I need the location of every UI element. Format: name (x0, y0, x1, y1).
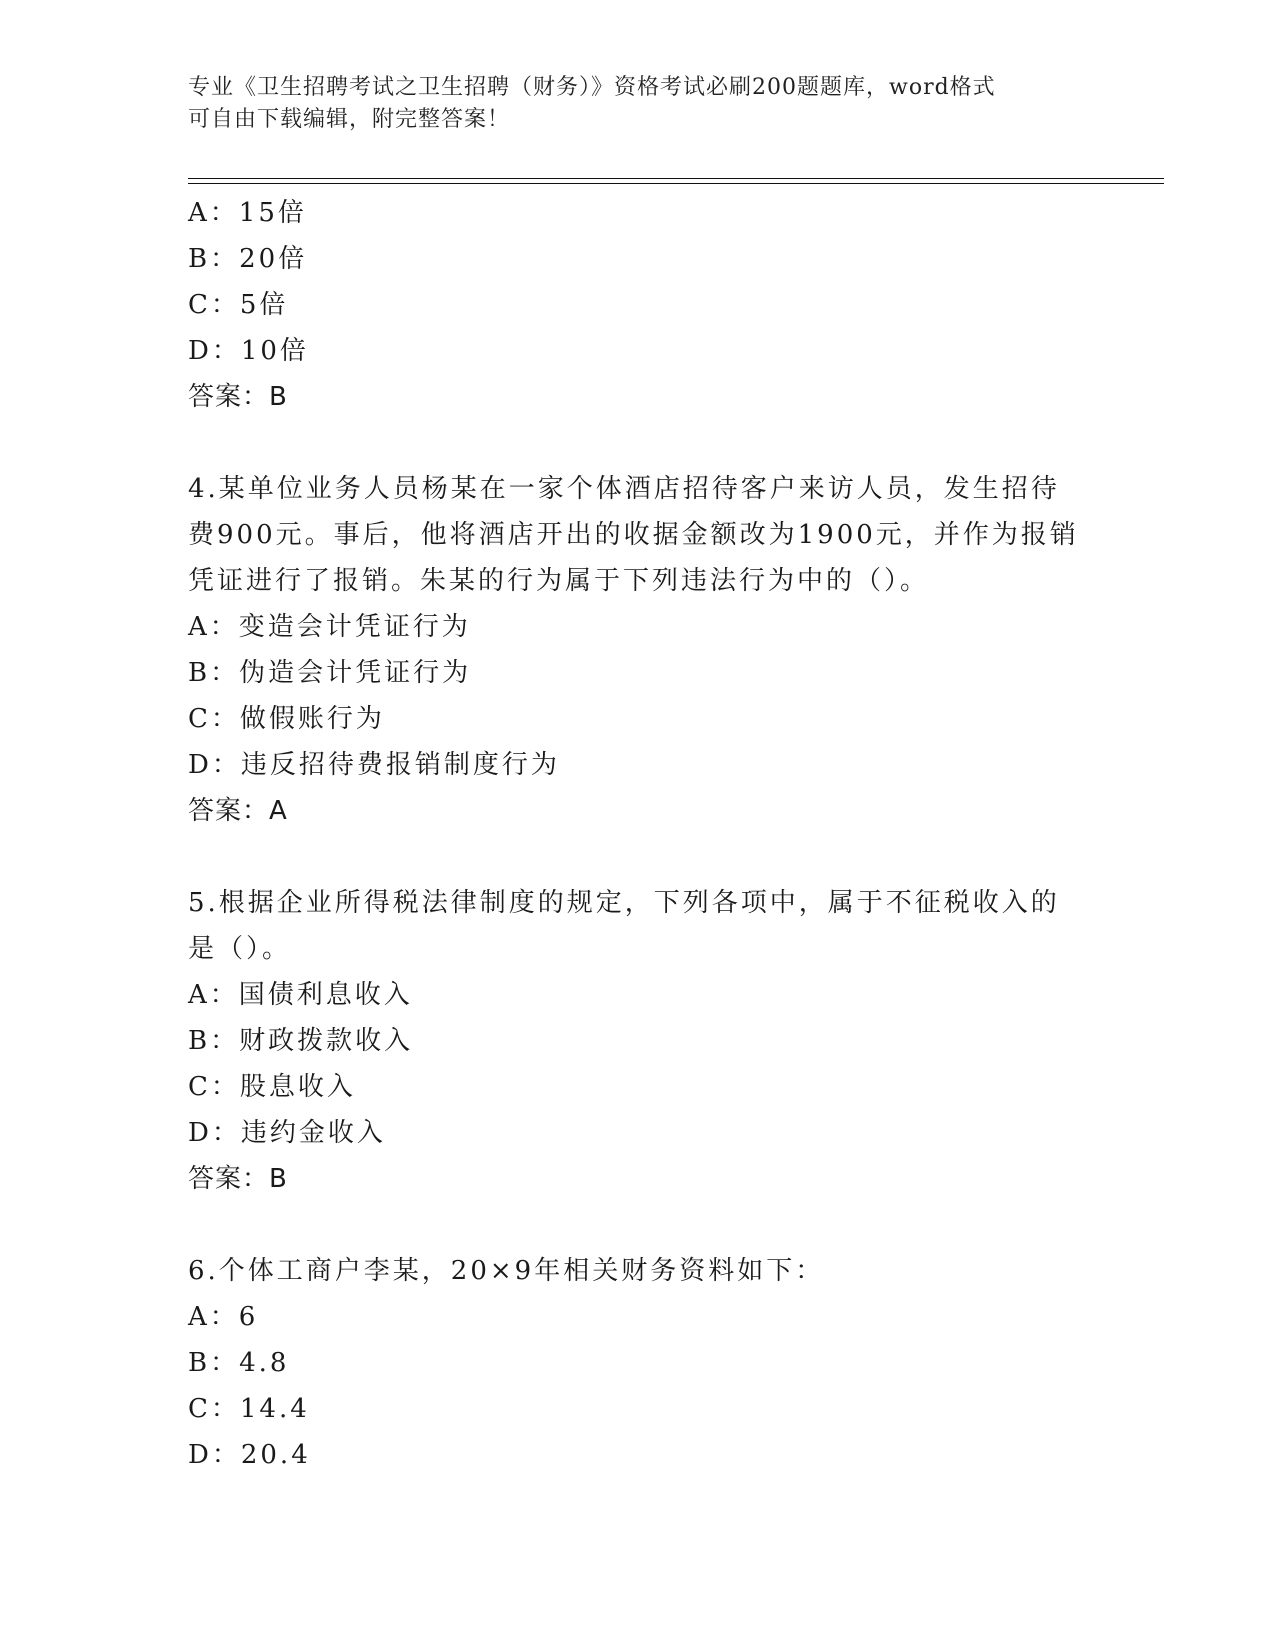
option-c: C：做假账行为 (188, 704, 385, 734)
document-header (188, 72, 1088, 136)
spacer (188, 834, 1088, 880)
question-stem-line: 是（）。 (188, 934, 292, 964)
question-6 (188, 1248, 1088, 1478)
option-c: C：14.4 (188, 1394, 310, 1424)
answer-line: 答案：A (188, 796, 288, 826)
option-d: D：10倍 (188, 336, 309, 366)
question-stem-line: 5.根据企业所得税法律制度的规定，下列各项中，属于不征税收入的 (188, 888, 1060, 918)
answer-line: 答案：B (188, 382, 288, 412)
spacer (188, 1202, 1088, 1248)
option-a: A：6 (188, 1302, 259, 1332)
option-d: D：20.4 (188, 1440, 311, 1470)
option-a: A：国债利息收入 (188, 980, 413, 1010)
header-line-2: 可自由下载编辑，附完整答案！ (188, 107, 511, 132)
header-divider-top (188, 178, 1164, 179)
question-5 (188, 880, 1088, 1202)
question-3 (188, 190, 1088, 420)
option-c: C：5倍 (188, 290, 289, 320)
option-c: C：股息收入 (188, 1072, 356, 1102)
question-stem-line: 凭证进行了报销。朱某的行为属于下列违法行为中的（）。 (188, 566, 930, 596)
question-content (188, 190, 1088, 1478)
option-b: B：伪造会计凭证行为 (188, 658, 472, 688)
option-d: D：违约金收入 (188, 1118, 386, 1148)
spacer (188, 420, 1088, 466)
question-stem-line: 费900元。事后，他将酒店开出的收据金额改为1900元，并作为报销 (188, 520, 1079, 550)
question-4 (188, 466, 1088, 834)
option-b: B：20倍 (188, 244, 308, 274)
option-a: A：变造会计凭证行为 (188, 612, 471, 642)
header-line-1: 专业《卫生招聘考试之卫生招聘（财务）》资格考试必刷200题题库，word格式 (188, 75, 996, 100)
header-divider-bottom (188, 183, 1164, 184)
option-a: A：15倍 (188, 198, 307, 228)
option-d: D：违反招待费报销制度行为 (188, 750, 560, 780)
question-stem-line: 6.个体工商户李某，20×9年相关财务资料如下： (188, 1256, 825, 1286)
option-b: B：4.8 (188, 1348, 290, 1378)
answer-line: 答案：B (188, 1164, 288, 1194)
question-stem-line: 4.某单位业务人员杨某在一家个体酒店招待客户来访人员，发生招待 (188, 474, 1060, 504)
option-b: B：财政拨款收入 (188, 1026, 414, 1056)
